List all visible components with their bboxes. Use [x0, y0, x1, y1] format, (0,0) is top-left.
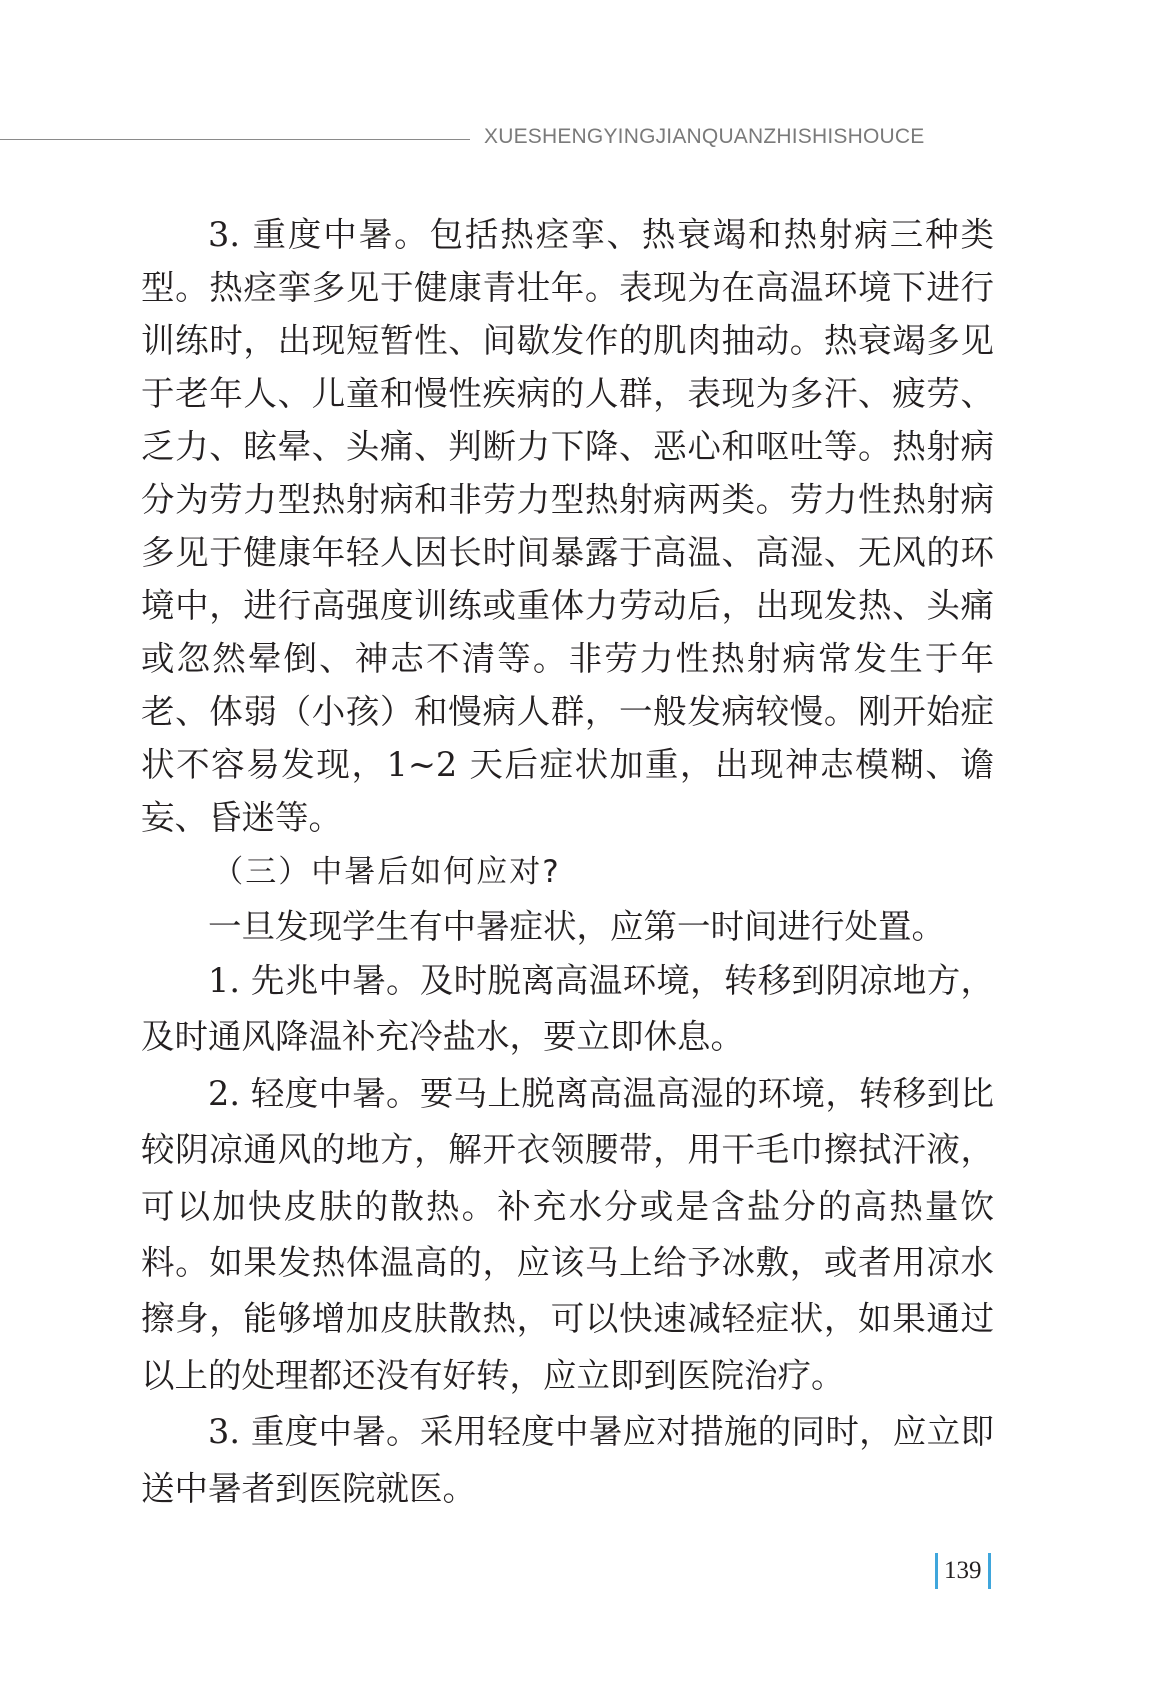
- paragraph-prodromal: 1. 先兆中暑。及时脱离高温环境，转移到阴凉地方，及时通风降温补充冷盐水，要立即休息。: [141, 961, 994, 1057]
- paragraph-severe-heatstroke: 3. 重度中暑。包括热痉挛、热衰竭和热射病三种类型。热痉挛多见于健康青壮年。表现为在高温环境下进行训练时，出现短暂性、间歇发作的肌肉抽动。热衰竭多见于老年人、儿童和慢性疾病的人群，表现为多汗、疲劳、乏力、眩晕、头痛、判断力下降、恶心和呕吐等。热射病分为劳力型热射病和非劳力型热射病两类。劳力性热射病多见于健康年轻人因长时间暴露于高温、高湿、无风的环境中，进行高强度训练或重体力劳动后，出现发热、头痛或忽然晕倒、神志不清等。非劳力性热射病常发生于年老、体弱（小孩）和慢病人群，一般发病较慢。刚开始症状不容易发现，1~2 天后症状加重，出现神志模糊、谵妄、昏迷等。: [141, 215, 994, 837]
- page-number-box: [935, 1553, 991, 1589]
- page-number: 139: [944, 1557, 982, 1584]
- running-header: XUESHENGYINGJIANQUANZHISHISHOUCE: [484, 125, 925, 148]
- paragraph-intro: 一旦发现学生有中暑症状，应第一时间进行处置。: [208, 907, 945, 946]
- paragraph-severe-response: 3. 重度中暑。采用轻度中暑应对措施的同时，应立即送中暑者到医院就医。: [141, 1412, 994, 1508]
- section-heading: （三）中暑后如何应对?: [212, 854, 561, 890]
- page-body: [141, 208, 994, 1517]
- page-number-right-bar: [988, 1553, 991, 1589]
- paragraph-mild: 2. 轻度中暑。要马上脱离高温高湿的环境，转移到比较阴凉通风的地方，解开衣领腰带，用干毛巾擦拭汗液，可以加快皮肤的散热。补充水分或是含盐分的高热量饮料。如果发热体温高的，应该马上给予冰敷，或者用凉水擦身，能够增加皮肤散热，可以快速减轻症状，如果通过以上的处理都还没有好转，应立即到医院治疗。: [141, 1073, 994, 1395]
- header-rule: [0, 139, 470, 140]
